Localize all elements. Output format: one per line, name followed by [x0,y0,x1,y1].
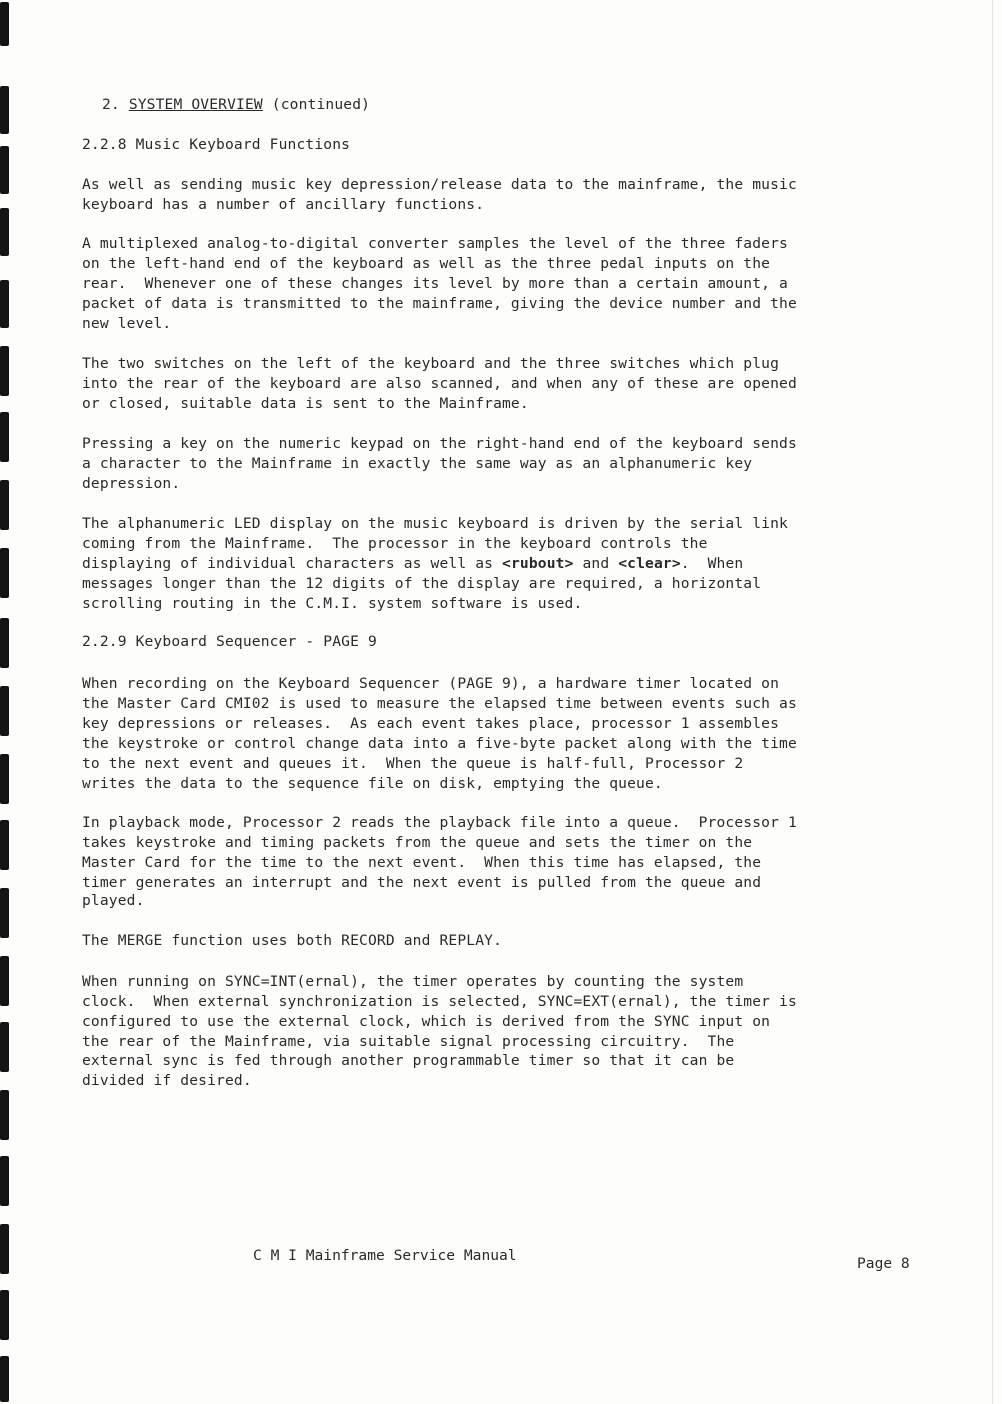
binding-hole [0,754,9,804]
text-line: configured to use the external clock, which is derived from the SYNC input on [82,1013,771,1030]
text-line: The two switches on the left of the keyboard and the three switches which plug [82,355,780,372]
text-line: Pressing a key on the numeric keypad on the right-hand end of the keyboard sends [82,435,797,452]
text-line: a character to the Mainframe in exactly the same way as an alphanumeric key [82,455,753,472]
text-line: to the next event and queues it. When the queue is half-full, Processor 2 [82,755,744,772]
binding-hole [0,1090,9,1140]
binding-hole [0,618,9,668]
text-line: depression. [82,475,181,492]
text-line: takes keystroke and timing packets from the queue and sets the timer on the [82,834,753,851]
binding-hole [0,548,9,598]
section-suffix: (continued) [271,96,371,113]
text-line: into the rear of the keyboard are also scanned, and when any of these are opened [82,375,797,392]
text-segment: displaying of individual characters as well as [82,555,503,572]
text-line: or closed, suitable data is sent to the Mainframe. [82,395,529,412]
text-line: packet of data is transmitted to the mainframe, giving the device number and the [82,295,797,312]
text-segment: and [573,555,619,572]
subsection-heading-music-keyboard: 2.2.8 Music Keyboard Functions [82,136,351,153]
text-line: external sync is fed through another programmable timer so that it can be [82,1052,735,1069]
footer-title: C M I Mainframe Service Manual [253,1247,517,1264]
binding-hole [0,820,9,870]
text-line: key depressions or releases. As each event takes place, processor 1 assembles [82,715,780,732]
text-line: The alphanumeric LED display on the music keyboard is driven by the serial link [82,515,788,532]
text-segment: . When [680,555,744,572]
binding-hole [0,208,9,256]
binding-hole [0,346,9,396]
page-edge-rule [992,0,993,1404]
binding-hole [0,1022,9,1072]
section-heading [102,95,370,115]
clear-key-label: <clear> [618,555,681,572]
binding-holes [0,0,40,1404]
binding-hole [0,1356,9,1402]
text-line: rear. Whenever one of these changes its level by more than a certain amount, a [82,275,788,292]
text-line: In playback mode, Processor 2 reads the playback file into a queue. Processor 1 [82,814,797,831]
binding-hole [0,2,9,46]
binding-hole [0,86,9,134]
text-line: keyboard has a number of ancillary functions. [82,196,485,213]
text-line: the keystroke or control change data into a five-byte packet along with the time [82,735,797,752]
binding-hole [0,1156,9,1206]
rubout-key-label: <rubout> [502,555,574,572]
text-line: the rear of the Mainframe, via suitable signal processing circuitry. The [82,1033,735,1050]
text-line: coming from the Mainframe. The processor in the keyboard controls the [82,535,708,552]
text-line: messages longer than the 12 digits of the display are required, a horizontal [82,575,762,592]
binding-hole [0,686,9,736]
binding-hole [0,412,9,462]
section-number: 2. [102,96,120,113]
binding-hole [0,1290,9,1340]
binding-hole [0,280,9,328]
text-line: Master Card for the time to the next event. When this time has elapsed, the [82,854,762,871]
binding-hole [0,888,9,938]
text-line: writes the data to the sequence file on disk, emptying the queue. [82,775,663,792]
section-title: SYSTEM OVERVIEW [128,96,263,113]
subsection-heading-keyboard-sequencer: 2.2.9 Keyboard Sequencer - PAGE 9 [82,633,377,650]
text-line: scrolling routing in the C.M.I. system software is used. [82,595,583,612]
text-line: timer generates an interrupt and the next event is pulled from the queue and [82,874,762,891]
binding-hole [0,146,9,194]
binding-hole [0,956,9,1006]
text-line: As well as sending music key depression/release data to the mainframe, the music [82,176,797,193]
binding-hole [0,1224,9,1274]
text-line: the Master Card CMI02 is used to measure the elapsed time between events such as [82,695,797,712]
text-line: clock. When external synchronization is selected, SYNC=EXT(ernal), the timer is [82,993,797,1010]
text-line: played. [82,892,145,909]
text-line: The MERGE function uses both RECORD and REPLAY. [82,932,503,949]
page-number: Page 8 [857,1255,910,1272]
binding-hole [0,480,9,530]
text-line: When recording on the Keyboard Sequencer (PAGE 9), a hardware timer located on [82,675,780,692]
text-line: divided if desired. [82,1072,252,1089]
text-line: A multiplexed analog-to-digital converter samples the level of the three faders [82,235,788,252]
text-line [82,554,743,574]
text-line: new level. [82,315,172,332]
text-line: on the left-hand end of the keyboard as well as the three pedal inputs on the [82,255,771,272]
text-line: When running on SYNC=INT(ernal), the timer operates by counting the system [82,973,744,990]
